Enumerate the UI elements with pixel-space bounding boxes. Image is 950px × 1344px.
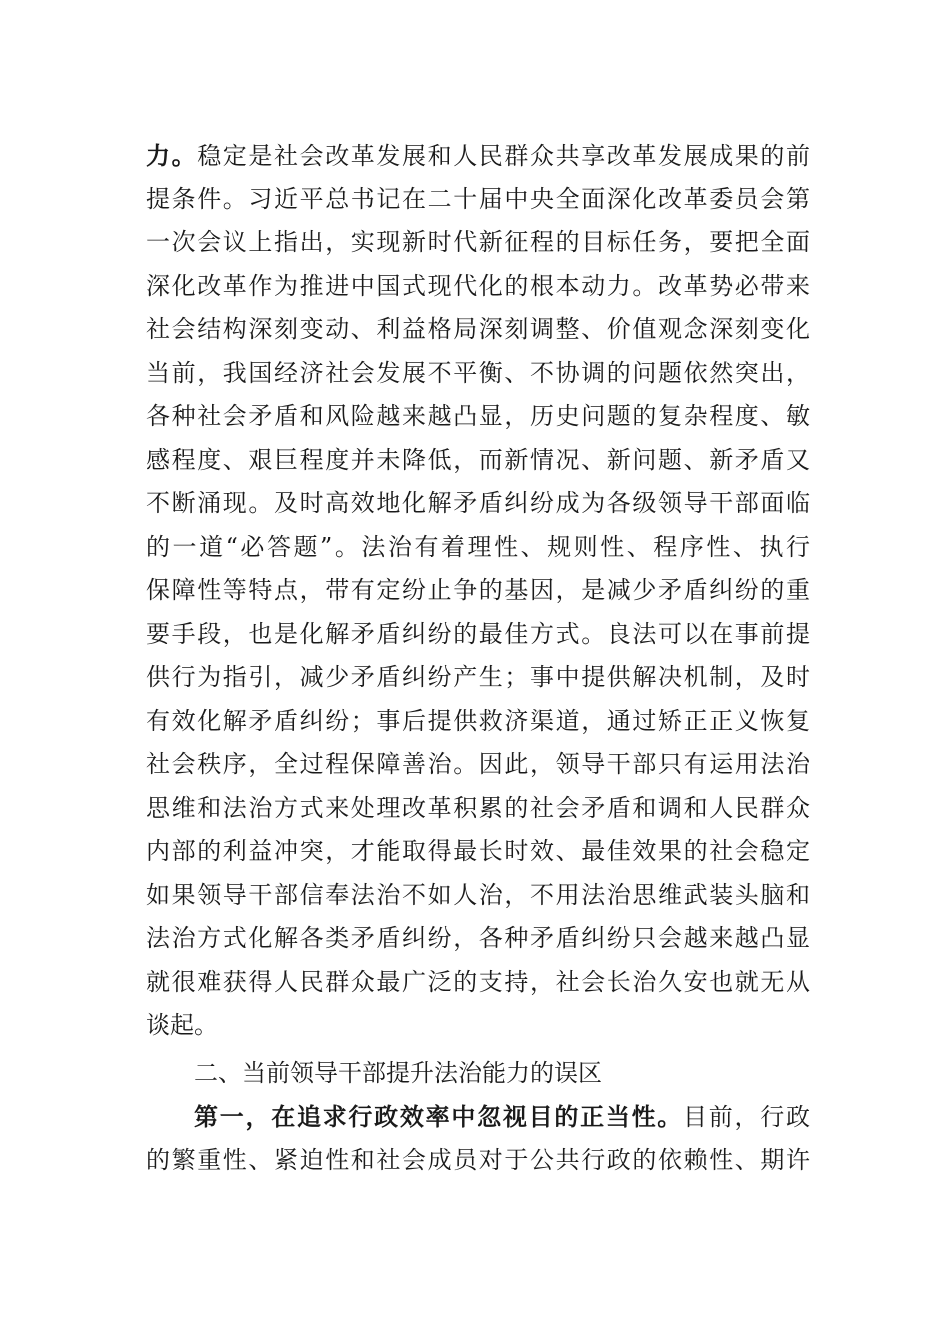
paragraph-line: 各种社会矛盾和风险越来越凸显，历史问题的复杂程度、敏 [146, 402, 810, 430]
line-text: 稳定是社会改革发展和人民群众共享改革发展成果的前 [197, 142, 810, 170]
paragraph-line: 如果领导干部信奉法治不如人治，不用法治思维武装头脑和 [146, 880, 810, 909]
paragraph-line: 的一道“必答题”。法治有着理性、规则性、程序性、执行 [146, 532, 810, 561]
paragraph-line: 不断涌现。及时高效地化解矛盾纠纷成为各级领导干部面临 [146, 489, 810, 517]
paragraph-line: 的繁重性、紧迫性和社会成员对于公共行政的依赖性、期许 [146, 1145, 810, 1174]
paragraph-line: 当前，我国经济社会发展不平衡、不协调的问题依然突出， [146, 358, 810, 387]
paragraph-line: 保障性等特点，带有定纷止争的基因，是减少矛盾纠纷的重 [146, 576, 810, 604]
paragraph-line [146, 1095, 810, 1139]
paragraph-line: 一次会议上指出，实现新时代新征程的目标任务，要把全面 [146, 228, 810, 256]
paragraph-line: 感程度、艰巨程度并未降低，而新情况、新问题、新矛盾又 [146, 445, 810, 474]
paragraph-line: 深化改革作为推进中国式现代化的根本动力。改革势必带来 [146, 271, 810, 300]
paragraph-line: 谈起。 [146, 1011, 218, 1039]
paragraph-line: 内部的利益冲突，才能取得最长时效、最佳效果的社会稳定 [146, 837, 810, 865]
bold-lead-text: 第一，在追求行政效率中忽视目的正当性。 [194, 1102, 684, 1131]
paragraph-line: 供行为指引，减少矛盾纠纷产生；事中提供解决机制，及时 [146, 663, 810, 691]
paragraph-line: 社会秩序，全过程保障善治。因此，领导干部只有运用法治 [146, 750, 810, 778]
line-text: 目前，行政 [683, 1103, 810, 1131]
paragraph-line: 有效化解矛盾纠纷；事后提供救济渠道，通过矫正正义恢复 [146, 706, 810, 735]
paragraph-line: 法治方式化解各类矛盾纠纷，各种矛盾纠纷只会越来越凸显 [146, 924, 810, 952]
paragraph-line: 思维和法治方式来处理改革积累的社会矛盾和调和人民群众 [146, 793, 810, 822]
body-text [146, 134, 810, 1182]
paragraph-line: 提条件。习近平总书记在二十届中央全面深化改革委员会第 [146, 184, 810, 213]
paragraph-line [146, 134, 810, 178]
paragraph-line: 就很难获得人民群众最广泛的支持，社会长治久安也就无从 [146, 967, 810, 996]
paragraph-line: 要手段，也是化解矛盾纠纷的最佳方式。良法可以在事前提 [146, 619, 810, 648]
paragraph-line: 社会结构深刻变动、利益格局深刻调整、价值观念深刻变化 [146, 315, 810, 343]
section-heading: 二、当前领导干部提升法治能力的误区 [194, 1058, 602, 1087]
bold-lead-text: 力。 [146, 141, 198, 170]
